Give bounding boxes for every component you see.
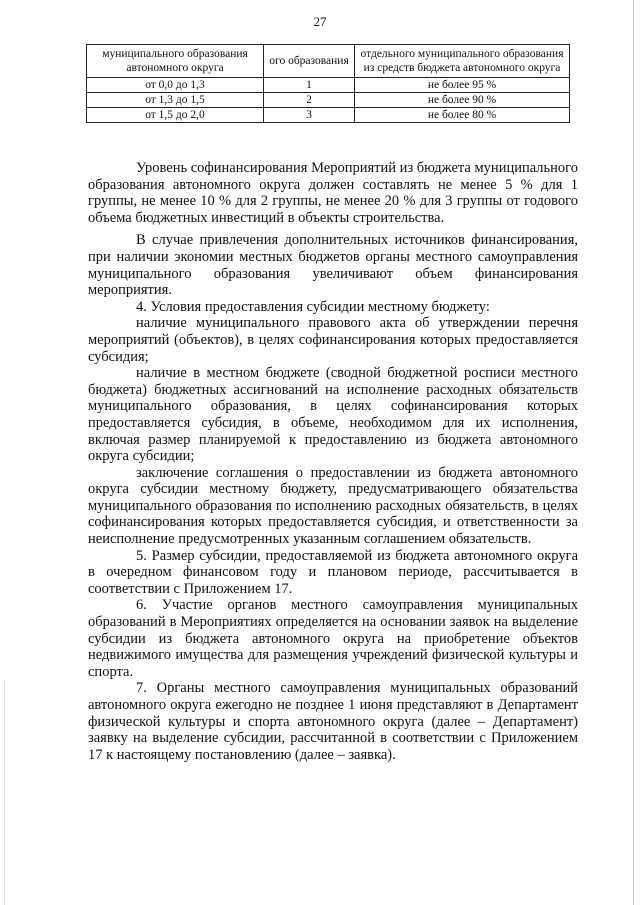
- table-cell-group: 2: [264, 93, 355, 108]
- paragraph-additional-sources: В случае привлечения дополнительных источников финансирования, при наличии экономии местных бюджетов органы местного самоуправления муниципального образования увеличивают объем финансирования мероприятия.: [88, 232, 578, 299]
- table-cell-range: от 1,5 до 2,0: [87, 108, 264, 123]
- table-cell-share: не более 95 %: [355, 78, 570, 93]
- paragraph-section-5: 5. Размер субсидии, предоставляемой из бюджета автономного округа в очередном финансовом году и плановом периоде, рассчитывается в соответствии с Приложением 17.: [88, 547, 578, 597]
- table-cell-group: 3: [264, 108, 355, 123]
- cofinancing-table: [86, 44, 570, 123]
- paragraph-section-4-heading: 4. Условия предоставления субсидии местному бюджету:: [136, 298, 490, 315]
- scan-edge-line: [633, 0, 634, 905]
- table-header-row: [87, 45, 570, 78]
- table-cell-range: от 0,0 до 1,3: [87, 78, 264, 93]
- paragraph-section-6: 6. Участие органов местного самоуправления муниципальных образований в Мероприятиях определяется на основании заявок на выделение субсидии из бюджета автономного округа на приобретение объектов недвижимого имущества для размещения учреждений физической культуры и спорта.: [88, 597, 578, 680]
- paragraph-condition-budget: наличие в местном бюджете (сводной бюджетной росписи местного бюджета) бюджетных ассигнований на исполнение расходных обязательств муниципального образования, в целях софинансирования которых предоставляется субсидия, в объеме, необходимом для их исполнения, включая размер планируемой к предоставлению из бюджета автономного округа субсидии;: [88, 365, 578, 465]
- table-cell-range: от 1,3 до 1,5: [87, 93, 264, 108]
- scan-edge-line-left: [4, 680, 5, 905]
- table-header-cell: муниципального образования автономного округа: [87, 45, 264, 78]
- table-header-cell: отдельного муниципального образования из средств бюджета автономного округа: [355, 45, 570, 78]
- paragraph-condition-legal-act: наличие муниципального правового акта об утверждении перечня мероприятий (объектов), в целях софинансирования которых предоставляется субсидия;: [88, 315, 578, 365]
- table-cell-share: не более 90 %: [355, 93, 570, 108]
- table-header-cell: ого образования: [264, 45, 355, 78]
- table-row: [87, 78, 570, 93]
- table-row: [87, 108, 570, 123]
- table-cell-group: 1: [264, 78, 355, 93]
- page-number: 27: [313, 14, 327, 29]
- paragraph-condition-agreement: заключение соглашения о предоставлении из бюджета автономного округа субсидии местному бюджету, предусматривающего обязательства муниципального образования по исполнению расходных обязательств, в целях софинансирования которых предоставляется субсидия, и ответственности за неисполнение предусмотренных указанным соглашением обязательств.: [88, 464, 578, 548]
- paragraph-section-7: 7. Органы местного самоуправления муниципальных образований автономного округа ежегодно не позднее 1 июня представляют в Департамент физической культуры и спорта автономного округа (далее – Департамент) заявку на выделение субсидии, рассчитанной в соответствии с Приложением 17 к настоящему постановлению (далее – заявка).: [88, 680, 578, 763]
- paragraph-cofinancing-level: Уровень софинансирования Мероприятий из бюджета муниципального образования автономного округа должен составлять не менее 5 % для 1 группы, не менее 10 % для 2 группы, не менее 20 % для 3 группы от годового объема бюджетных инвестиций в объекты строительства.: [88, 160, 578, 226]
- body-text: [88, 160, 578, 763]
- table-row: [87, 93, 570, 108]
- table-cell-share: не более 80 %: [355, 108, 570, 123]
